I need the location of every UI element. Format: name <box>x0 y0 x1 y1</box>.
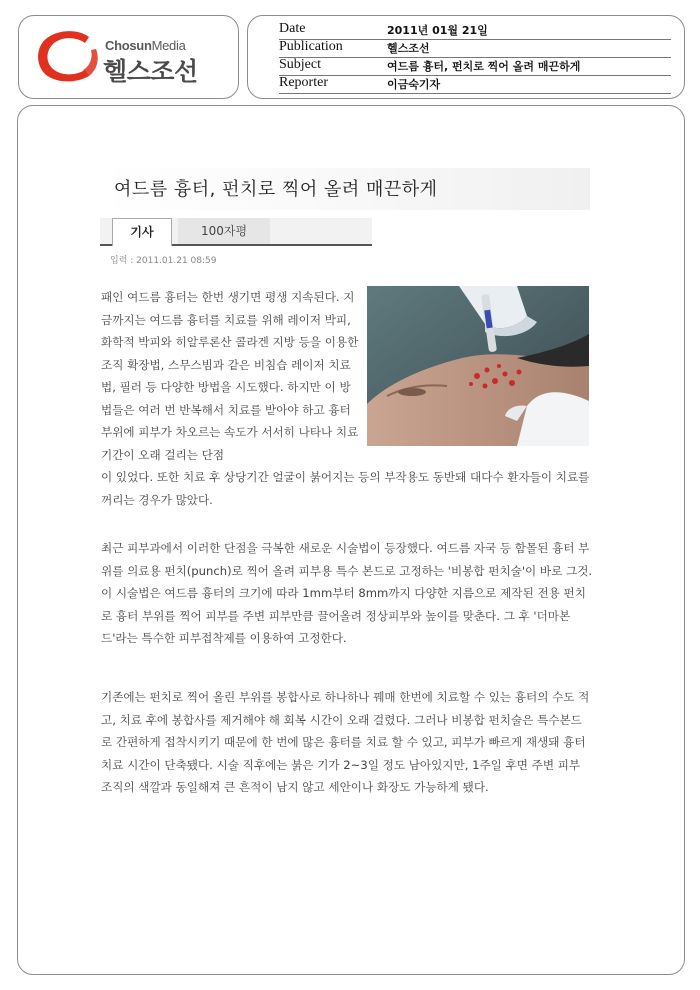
meta-label: Subject <box>279 57 321 72</box>
article-photo <box>367 286 589 446</box>
article-paragraph-1-continued: 이 있었다. 또한 치료 후 상당기간 얼굴이 붉어지는 등의 부작용도 동반돼 대다수 환자들이 치료를 꺼리는 경우가 많았다. <box>101 470 590 507</box>
chosun-media-logo-mark <box>33 28 103 84</box>
meta-label: Reporter <box>279 75 328 90</box>
article-paragraph-3: 기존에는 펀치로 찍어 올린 부위를 봉합사로 하나하나 꿰매 한번에 치료할 수 있는 흉터의 수도 적고, 치료 후에 봉합사를 제거해야 해 회복 시간이 오래 걸렸다. 그러나 비봉합 펀치술은 특수본드로 간편하게 접착시키기 때문에 한 번에 많은 흉터를 치료 할 수 있고, 피부가 빠르게 재생돼 흉터 치료 시간이 단축됐다. 시술 직후에는 붉은 기가 2~3일 정도 남아있지만, 1주일 후면 주변 피부 조직의 색깔과 동일해져 큰 흔적이 남지 않고 세안이나 화장도 가능하게 됐다. <box>101 690 590 794</box>
article-title-bar <box>100 168 590 210</box>
meta-info-box <box>247 15 685 99</box>
article-paragraph-2: 최근 피부과에서 이러한 단점을 극복한 새로운 시술법이 등장했다. 여드름 자국 등 함몰된 흉터 부위를 의료용 펀치(punch)로 찍어 올려 피부용 특수 본드로 고정하는 '비봉합 펀치술'이 바로 그것. 이 시술법은 여드름 흉터의 크기에 따라 1mm부터 8mm까지 다양한 지름으로 제작된 전용 펀치로 흉터 부위를 찍어 피부를 주변 피부만큼 끌어올려 정상피부와 높이를 맞춘다. 그 후 '더마본드'라는 특수한 피부접착제를 이용하여 고정한다. <box>101 541 593 645</box>
logo-brand-ko: 헬스조선 <box>103 57 198 86</box>
tab-article[interactable]: 기사 <box>112 218 172 246</box>
article-dateline: 입력 : 2011.01.21 08:59 <box>110 256 217 266</box>
meta-label: Publication <box>279 39 343 54</box>
logo-brand-en: ChosunMedia <box>105 38 186 53</box>
tab-comments[interactable]: 100자평 <box>178 218 270 244</box>
meta-row-subject <box>279 57 671 76</box>
logo-box <box>18 15 239 99</box>
meta-value: 여드름 흉터, 펀치로 찍어 올려 매끈하게 <box>387 60 581 73</box>
meta-label: Date <box>279 21 306 36</box>
article-title: 여드름 흉터, 펀치로 찍어 올려 매끈하게 <box>114 179 438 200</box>
meta-row-reporter <box>279 75 671 94</box>
meta-value: 헬스조선 <box>387 42 430 55</box>
article-tabs <box>100 218 372 246</box>
article-paragraph-1-wrapped: 패인 여드름 흉터는 한번 생기면 평생 지속된다. 지금까지는 여드름 흉터를 치료를 위해 레이저 박피, 화학적 박피와 히알루론산 콜라겐 지방 등을 이용한 조직 확장법, 스무스빔과 같은 비침습 레이저 치료법, 필러 등 다양한 방법을 시도했다. 하지만 이 방법들은 여러 번 반복해서 치료를 받아야 하고 흉터 부위에 피부가 차오르는 속도가 서서히 나타나 치료기간이 오래 걸리는 단점 <box>101 290 359 462</box>
meta-row-date <box>279 21 671 40</box>
meta-row-publication <box>279 39 671 58</box>
meta-value: 2011년 01월 21일 <box>387 24 488 37</box>
meta-value: 이금숙기자 <box>387 78 441 91</box>
